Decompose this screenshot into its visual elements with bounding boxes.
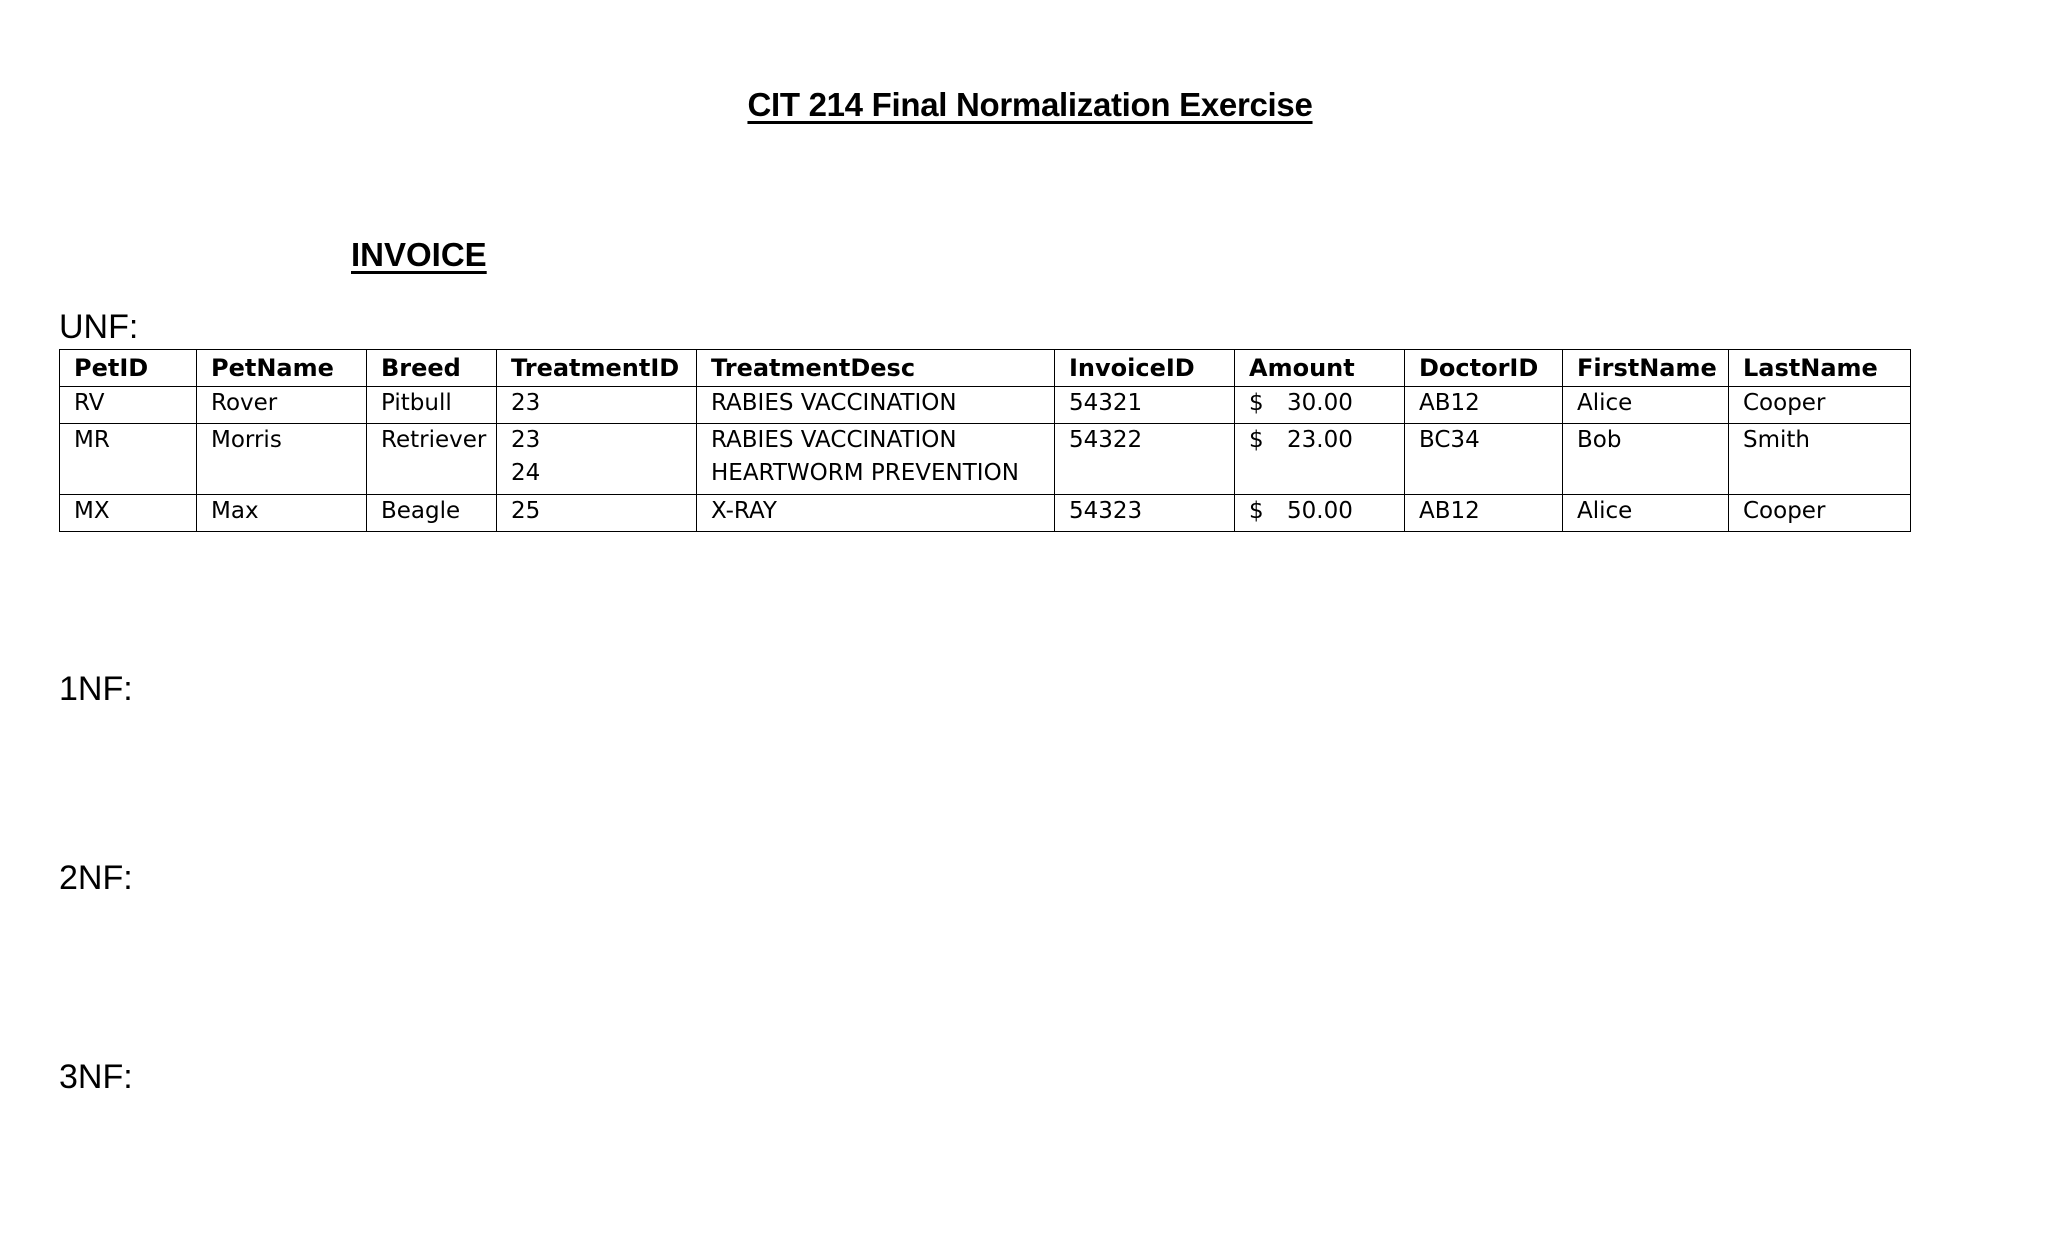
column-header-treatmentdesc: TreatmentDesc: [697, 350, 1055, 387]
cell-treatmentdesc: [697, 387, 1055, 424]
cell-amount: [1235, 495, 1405, 532]
cell-amount: [1235, 424, 1405, 495]
cell-petid: RV: [60, 387, 197, 424]
cell-amount: [1235, 387, 1405, 424]
cell-treatmentdesc: [697, 495, 1055, 532]
cell-petname: Morris: [197, 424, 367, 495]
cell-breed: Pitbull: [367, 387, 497, 424]
cell-petid: MR: [60, 424, 197, 495]
cell-petid: MX: [60, 495, 197, 532]
treatment-desc-value: HEARTWORM PREVENTION: [711, 460, 1019, 486]
currency-symbol: $: [1249, 427, 1264, 453]
column-header-firstname: FirstName: [1563, 350, 1729, 387]
table-row: [60, 424, 1911, 495]
cell-treatmentid: [497, 387, 697, 424]
section-label-2nf: 2NF:: [59, 859, 133, 897]
treatment-id-value: 25: [511, 498, 541, 524]
currency-symbol: $: [1249, 390, 1264, 416]
column-header-lastname: LastName: [1729, 350, 1911, 387]
section-label-3nf: 3NF:: [59, 1058, 133, 1096]
table-name-heading: INVOICE: [351, 236, 487, 273]
column-header-petid: PetID: [60, 350, 197, 387]
cell-firstname: Alice: [1563, 387, 1729, 424]
table-row: [60, 387, 1911, 424]
column-header-doctorid: DoctorID: [1405, 350, 1563, 387]
column-header-petname: PetName: [197, 350, 367, 387]
section-label-1nf: 1NF:: [59, 670, 133, 708]
cell-invoiceid: 54323: [1055, 495, 1235, 532]
treatment-id-value: 24: [511, 460, 541, 486]
cell-doctorid: AB12: [1405, 495, 1563, 532]
cell-breed: Beagle: [367, 495, 497, 532]
cell-invoiceid: 54321: [1055, 387, 1235, 424]
cell-treatmentid: [497, 424, 697, 495]
table-header-row: [60, 350, 1911, 387]
cell-lastname: Cooper: [1729, 387, 1911, 424]
cell-treatmentid: [497, 495, 697, 532]
column-header-amount: Amount: [1235, 350, 1405, 387]
cell-petname: Max: [197, 495, 367, 532]
amount-value: 50.00: [1287, 498, 1353, 524]
table-row: [60, 495, 1911, 532]
treatment-desc-value: RABIES VACCINATION: [711, 427, 957, 453]
cell-firstname: Bob: [1563, 424, 1729, 495]
section-label-unf: UNF:: [59, 308, 139, 346]
cell-petname: Rover: [197, 387, 367, 424]
cell-doctorid: BC34: [1405, 424, 1563, 495]
column-header-treatmentid: TreatmentID: [497, 350, 697, 387]
treatment-id-value: 23: [511, 427, 541, 453]
treatment-id-value: 23: [511, 390, 541, 416]
cell-breed: Retriever: [367, 424, 497, 495]
amount-value: 23.00: [1287, 427, 1353, 453]
cell-doctorid: AB12: [1405, 387, 1563, 424]
page-title: CIT 214 Final Normalization Exercise: [747, 86, 1313, 123]
treatment-desc-value: RABIES VACCINATION: [711, 390, 957, 416]
cell-firstname: Alice: [1563, 495, 1729, 532]
treatment-desc-value: X-RAY: [711, 498, 777, 524]
cell-lastname: Smith: [1729, 424, 1911, 495]
invoice-unf-table: [59, 349, 1911, 532]
column-header-invoiceid: InvoiceID: [1055, 350, 1235, 387]
cell-invoiceid: 54322: [1055, 424, 1235, 495]
column-header-breed: Breed: [367, 350, 497, 387]
currency-symbol: $: [1249, 498, 1264, 524]
cell-treatmentdesc: [697, 424, 1055, 495]
amount-value: 30.00: [1287, 390, 1353, 416]
cell-lastname: Cooper: [1729, 495, 1911, 532]
